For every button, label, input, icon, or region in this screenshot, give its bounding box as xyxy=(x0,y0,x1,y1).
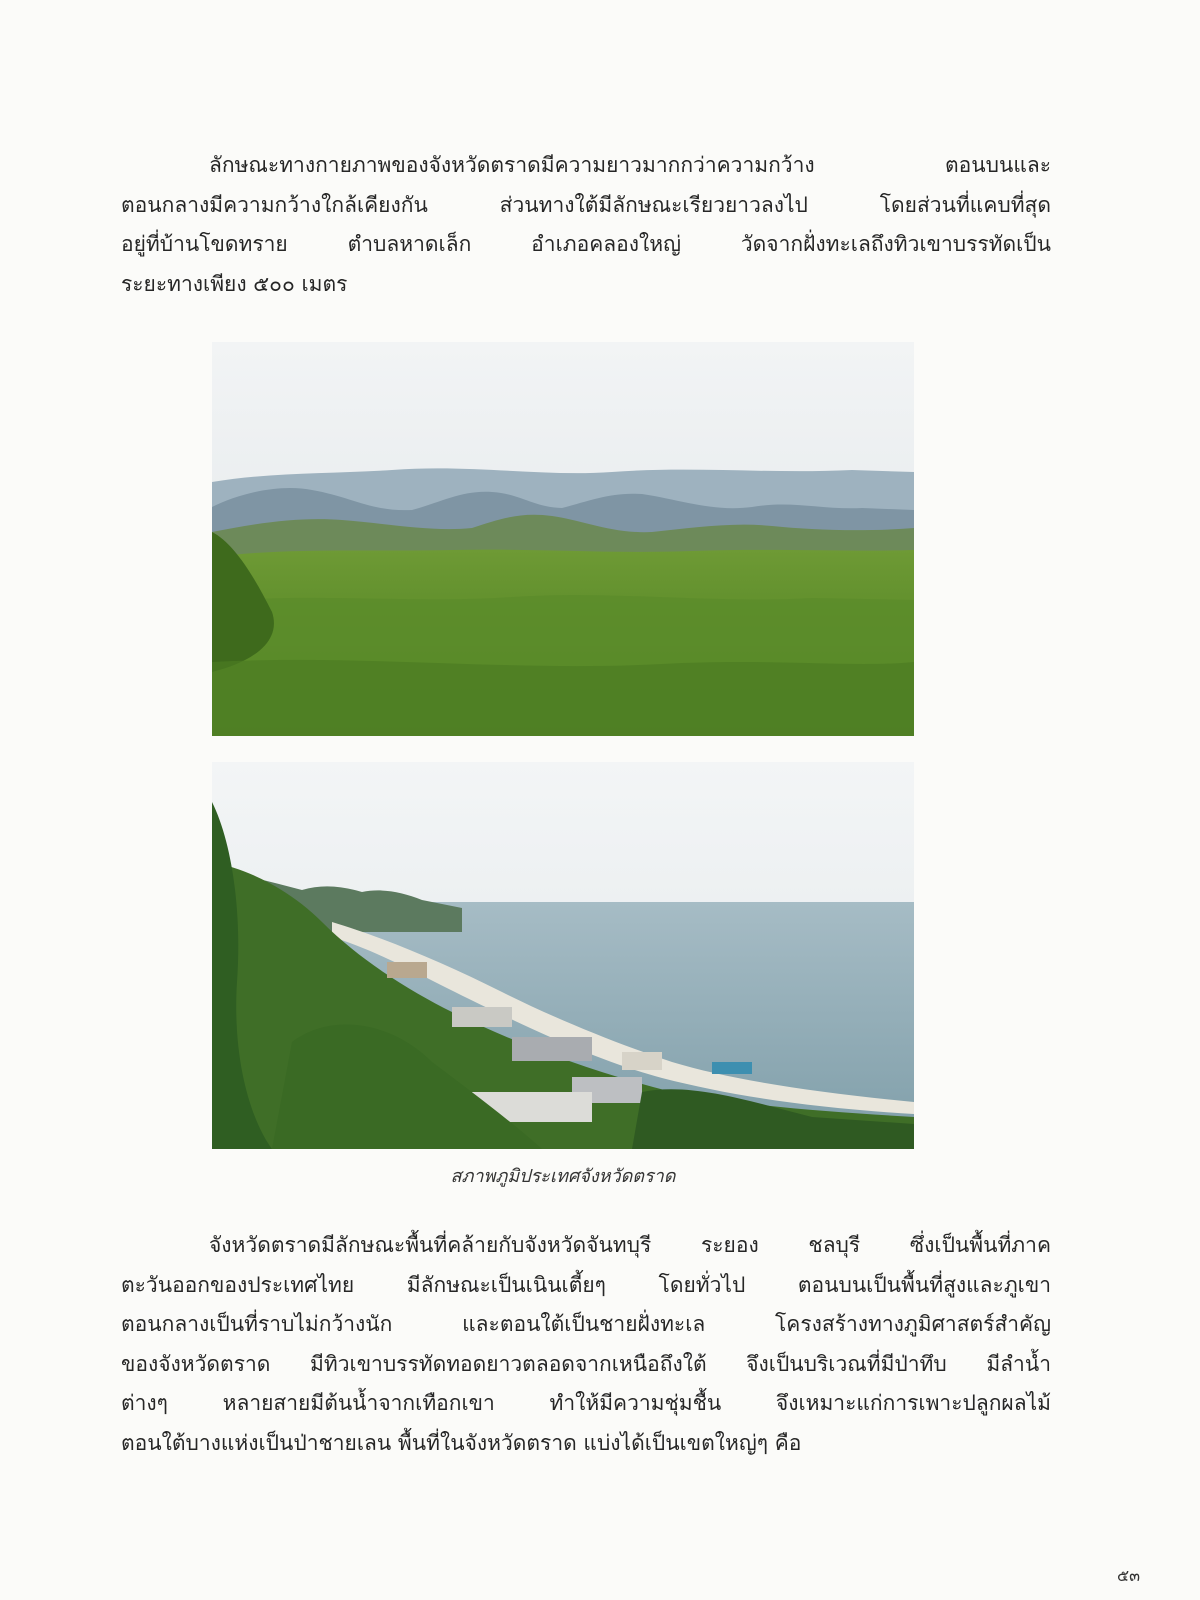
paragraph-line: ต่างๆ หลายสายมีต้นน้ำจากเทือกเขา ทำให้มีความชุ่มชื้น จึงเหมาะแก่การเพาะปลูกผลไม้ xyxy=(121,1391,1051,1415)
paragraph-line: ลักษณะทางกายภาพของจังหวัดตราดมีความยาวมากกว่าความกว้าง ตอนบนและ xyxy=(209,153,1051,177)
paragraph-line: ตอนกลางเป็นที่ราบไม่กว้างนัก และตอนใต้เป็นชายฝั่งทะเล โครงสร้างทางภูมิศาสตร์สำคัญ xyxy=(121,1312,1051,1336)
paragraph-line: อยู่ที่บ้านโขดทราย ตำบลหาดเล็ก อำเภอคลองใหญ่ วัดจากฝั่งทะเลถึงทิวเขาบรรทัดเป็น xyxy=(121,232,1051,256)
paragraph-line: จังหวัดตราดมีลักษณะพื้นที่คล้ายกับจังหวัดจันทบุรี ระยอง ชลบุรี ซึ่งเป็นพื้นที่ภาค xyxy=(209,1233,1051,1257)
coastline-illustration xyxy=(212,762,914,1149)
paragraph-line: ตะวันออกของประเทศไทย มีลักษณะเป็นเนินเตี้ยๆ โดยทั่วไป ตอนบนเป็นพื้นที่สูงและภูเขา xyxy=(121,1272,1051,1297)
photo-caption: สภาพภูมิประเทศจังหวัดตราด xyxy=(450,1166,676,1187)
page-number: ๕๓ xyxy=(1116,1566,1140,1585)
paragraph-line: ของจังหวัดตราด มีทิวเขาบรรทัดทอดยาวตลอดจากเหนือถึงใต้ จึงเป็นบริเวณที่มีป่าทึบ มีลำน้ำ xyxy=(121,1351,1051,1376)
paragraph-line: ระยะทางเพียง ๕๐๐ เมตร xyxy=(121,271,348,296)
paragraph-line: ตอนกลางมีความกว้างใกล้เคียงกัน ส่วนทางใต้มีลักษณะเรียวยาวลงไป โดยส่วนที่แคบที่สุด xyxy=(121,192,1051,217)
paragraph-physical-features xyxy=(121,146,1051,304)
paragraph-terrain xyxy=(121,1226,1051,1463)
paragraph-line: ตอนใต้บางแห่งเป็นป่าชายเลน พื้นที่ในจังหวัดตราด แบ่งได้เป็นเขตใหญ่ๆ คือ xyxy=(121,1430,802,1455)
landscape-photo-forest xyxy=(212,342,914,736)
landscape-photo-coast xyxy=(212,762,914,1149)
forest-landscape-illustration xyxy=(212,342,914,736)
